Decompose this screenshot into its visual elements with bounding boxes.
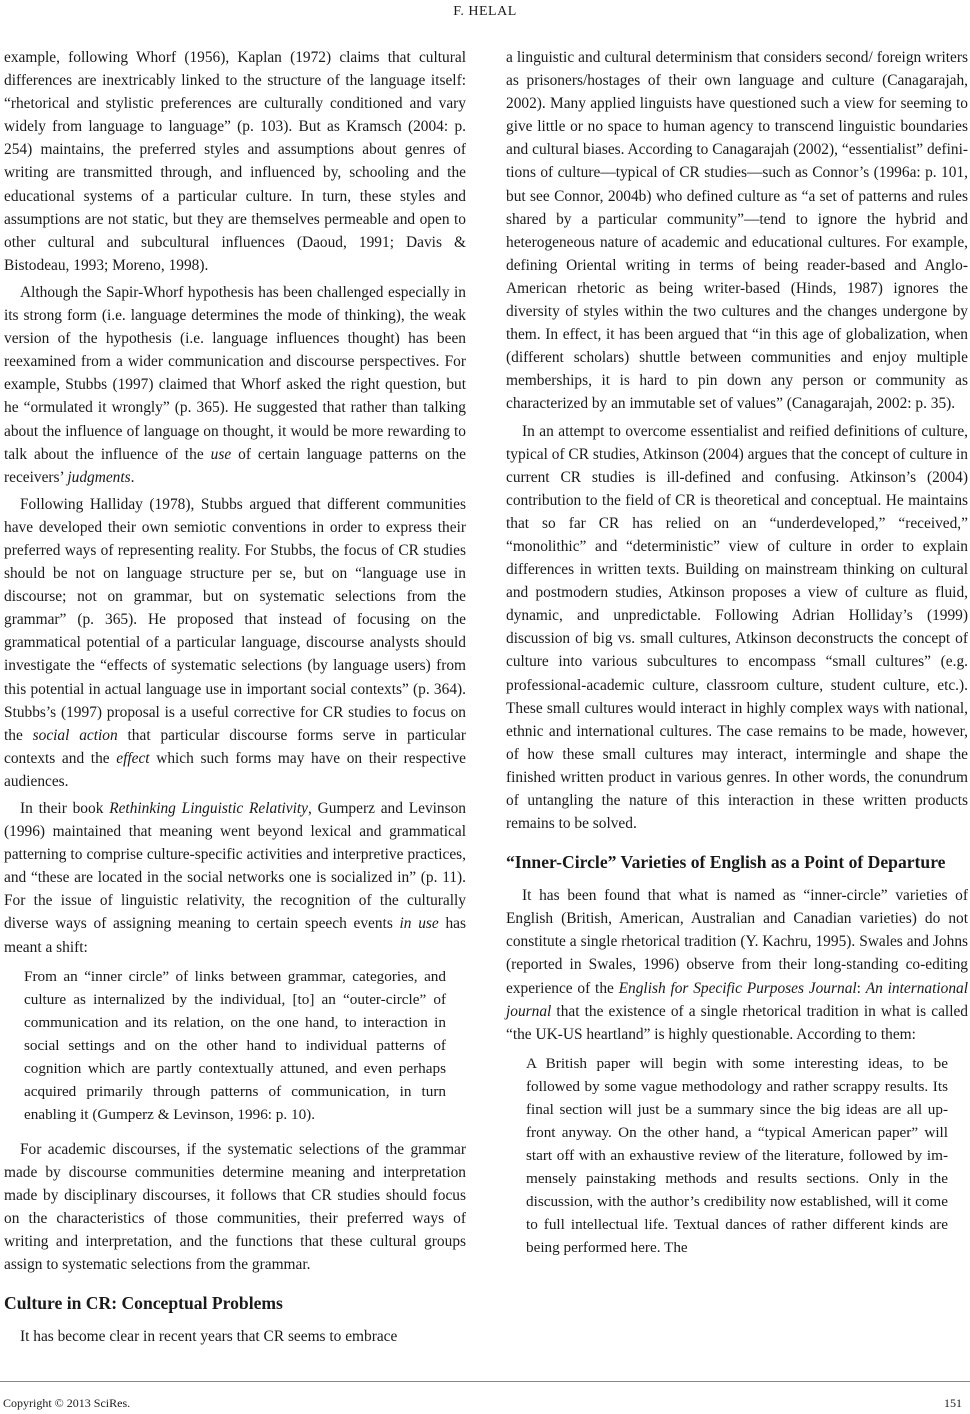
text-run: Following Halliday (1978), Stubbs argued that different communities have developed their own semiotic conventions in order to express their preferred ways of representing reality. For Stubbs, the focus of CR studies should be not on language structure per se, but on “language use in discourse; not on grammar, but on systematic selections from the grammar” (p. 365). He proposed that instead of focusing on the grammatical potential of a particular language, discourse analysts should investigate the “effects of systematic selections (by language users) from this potential in actual language use in important social contexts” (p. 364). Stubbs’s (1997) proposal is a useful corrective for CR studies to focus on the bbox=[4, 495, 466, 744]
emphasis: in use bbox=[399, 915, 439, 933]
right-column bbox=[506, 46, 968, 1271]
paragraph: For academic discourses, if the systematic selections of the grammar made by discourse communities determine meaning and interpretation made by disciplinary discourses, it follows that CR studies should focus on the characteristics of those communities, their preferred ways of writing and interpretation, and the functions that these cultural groups assign to systematic selections from the grammar. bbox=[4, 1140, 466, 1274]
text-run: which such forms may have on their respective audiences. bbox=[4, 749, 466, 790]
left-column bbox=[4, 46, 466, 1352]
text-run: In their book bbox=[20, 800, 110, 817]
footer-divider bbox=[0, 1381, 970, 1382]
text-run: that particular discourse forms serve in particular contexts and the bbox=[4, 726, 466, 767]
section-heading: “Inner-Circle” Varieties of English as a Point of Departure bbox=[506, 852, 946, 873]
paragraph: In an attempt to overcome essentialist and reified definitions of culture, typical of CR studies, Atkinson (2004) argues that the concept of culture in current CR studies is ill-defined and confusing. Atkinson’s (2004) contribution to the field of CR is theoretical and conceptual. He maintains that so far CR has relied on an “underdeveloped,” “received,” “monolithic” and “deterministic” view of culture in order to explain differences in written texts. Building on mainstream thinking on cultural and postmodern studies, Atkinson proposes a view of culture as fluid, dynamic, and unpredictable. Following Adrian Holliday’s (1999) discussion of big vs. small cultures, Atkinson deconstructs the concept of culture into various subcultures to encompass “small cultures” (e.g. professional-academic culture, classroom culture, student culture, etc.). These small cultures would interact in highly complex ways with national, ethnic and international cultures. The case remains to be made, however, of how these small cultures may interact, intermingle and shape the finished written product in various genres. In other words, the conundrum of untangling the nature of this interaction in these written products remains to be solved. bbox=[506, 422, 968, 833]
paragraph bbox=[4, 493, 466, 793]
paragraph: example, following Whorf (1956), Kaplan (1972) claims that cultural differences are inextricably linked to the structure of the language itself: “rhetorical and stylistic preferences are culturally conditioned and vary widely from language to language” (p. 103). But as Kramsch (2004: p. 254) maintains, the preferred styles and assumptions about genres of writing are transmitted through, and influenced by, schooling and the educational systems of a particular culture. In turn, these styles and assumptions are not static, but they are themselves permeable and open to other cultural and subcultural influences (Daoud, 1991; Davis & Bistodeau, 1993; Moreno, 1998). bbox=[4, 49, 466, 274]
text-run: . bbox=[130, 468, 135, 486]
book-title: Rethinking Linguistic Relativity bbox=[109, 800, 308, 817]
page-number: 151 bbox=[944, 1396, 962, 1410]
text-run: : bbox=[856, 979, 866, 997]
paragraph: It has become clear in recent years that CR seems to embrace bbox=[20, 1328, 398, 1346]
section-heading: Culture in CR: Conceptual Problems bbox=[4, 1293, 283, 1314]
block-quote: A British paper will begin with some interesting ideas, to be followed by some vague methodology and rather scrappy results. Its final section will just be a summary since the big ideas are all up-front anyway. On the other hand, a “typical American paper” will start off with an exhaustive review of the literature, followed by immensely painstaking methods and results sections. Only in the discussion, with the author’s credibility now established, will it come to full intellectual life. Textual dances of rather different kinds are being performed here. The bbox=[526, 1054, 948, 1256]
text-run: It has been found that what is named as “inner-circle” varieties of English (British, American, Australian and Canadian varieties) do not constitute a single rhetorical tradition (Y. Kachru, 1995). Swales and Johns (reported in Swales, 1996) observe from their long-standing co-editing experience of the bbox=[506, 887, 968, 997]
journal-subtitle: An international journal bbox=[506, 979, 969, 1020]
emphasis: use bbox=[210, 445, 232, 463]
emphasis: social action bbox=[32, 726, 118, 744]
emphasis: effect bbox=[116, 749, 150, 767]
running-header: F. HELAL bbox=[453, 4, 517, 19]
text-run: has meant a shift: bbox=[4, 915, 466, 956]
paragraph bbox=[506, 884, 968, 1046]
copyright-notice: Copyright © 2013 SciRes. bbox=[3, 1396, 131, 1410]
journal-title: English for Specific Purposes Journal bbox=[618, 979, 857, 997]
block-quote: From an “inner circle” of links between grammar, categories, and culture as internalized by the individual, [to] an “outer-circle” of communication and its relation, on the one hand, to interaction in social settings and on the other hand to individual patterns of cognition which are partly contextually attuned, and even perhaps acquired primarily through patterns of communication, in turn enabling it (Gumperz & Levinson, 1996: p. 10). bbox=[24, 967, 446, 1123]
text-run: that the existence of a single rhetorical tradition in what is called “the UK-US heartland” is highly questionable. According to them: bbox=[506, 1002, 968, 1043]
paragraph bbox=[4, 797, 466, 959]
text-run: of certain language patterns on the receivers’ bbox=[4, 445, 466, 486]
emphasis: judgments bbox=[67, 468, 131, 486]
text-run: , Gumperz and Levinson (1996) maintained that meaning went beyond lexical and grammatical patterning to comprise culture-specific activities and interpretive practices, and “these are located in the social networks one is socialized in” (p. 11). For the issue of linguistic relativity, the recognition of the culturally diverse ways of assigning meaning to certain speech events bbox=[4, 800, 466, 933]
paragraph bbox=[4, 281, 466, 489]
text-run: Although the Sapir-Whorf hypothesis has been challenged especially in its strong form (i.e. language determines the mode of thinking), the weak version of the hypothesis (i.e. language influences thought) has been reexamined from a wider communication and discourse perspectives. For example, Stubbs (1997) claimed that Whorf asked the right question, but he “ormulated it wrongly” (p. 365). He suggested that rather than talking about the influence of language on thought, it would be more rewarding to talk about the influence of the bbox=[4, 283, 466, 463]
paragraph: a linguistic and cultural determinism that considers second/ foreign writers as prisoners/hostages of their own language and culture (Canagarajah, 2002). Many applied linguists have questioned such a view for seeming to give little or no space to human agency to transcend linguistic boundaries and cultural biases. According to Canagarajah (2002), “essentialist” definitions of culture—typical of CR studies—such as Connor’s (1996a: p. 101, but see Connor, 2004b) who defined culture as “a set of patterns and rules shared by a particular community”—tend to ignore the hybrid and heterogeneous nature of academic and educational cultures. For example, defining Oriental writing in terms of being reader-based and Anglo-American rhetoric as being writer-based (Hinds, 1987) ignores the diversity of styles within the two cultures and the changes undergone by them. In effect, it has been argued that “in this age of globalization, when (different scholars) shuttle between communities and enjoy multiple memberships, it is hard to pin down any person or community as characterized by an immutable set of values” (Canagarajah, 2002: p. 35). bbox=[506, 49, 968, 413]
